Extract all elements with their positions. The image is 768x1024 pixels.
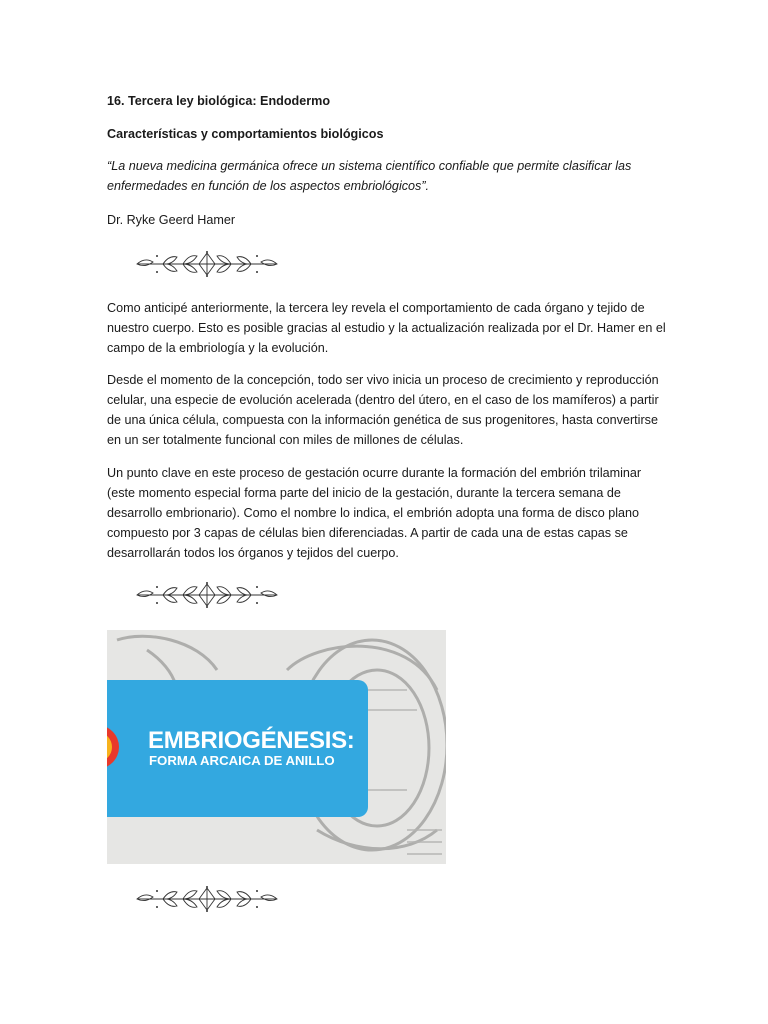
paragraph: Como anticipé anteriormente, la tercera ley revela el comportamiento de cada órgano y tejido de nuestro cuerpo. Esto es posible gracias al estudio y la actualización realizada por el Dr. Hamer en el campo de la embriología y la evolución. [107,301,666,355]
laurel-divider-icon [133,580,281,610]
paragraph: Un punto clave en este proceso de gestación ocurre durante la formación del embrión trilaminar (este momento especial forma parte del inicio de la gestación, durante la tercera semana de desarrollo embrionario). Como el nombre lo indica, el embrión adopta una forma de disco plano compuesto por 3 capas de células bien diferenciadas. A partir de cada una de estas capas se desarrollarán todos los órganos y tejidos del cuerpo. [107,466,642,560]
laurel-divider-icon [133,249,281,279]
section-title: 16. Tercera ley biológica: Endodermo [107,94,331,108]
figure-title: EMBRIOGÉNESIS: [148,727,355,754]
figure-subtitle: FORMA ARCAICA DE ANILLO [149,753,335,768]
laurel-divider-icon [133,884,281,914]
quote: “La nueva medicina germánica ofrece un sistema científico confiable que permite clasificar las enfermedades en función de los aspectos embriológicos”. [107,159,632,193]
quote-author: Dr. Ryke Geerd Hamer [107,213,236,227]
paragraph: Desde el momento de la concepción, todo ser vivo inicia un proceso de crecimiento y reproducción celular, una especie de evolución acelerada (dentro del útero, en el caso de los mamíferos) a partir de una única célula, compuesta con la información genética de sus progenitores, hasta convertirse en un ser totalmente funcional con miles de millones de células. [107,373,659,447]
embryogenesis-figure [107,630,446,864]
concentric-rings-icon [107,724,125,770]
section-subtitle: Características y comportamientos biológicos [107,127,384,141]
